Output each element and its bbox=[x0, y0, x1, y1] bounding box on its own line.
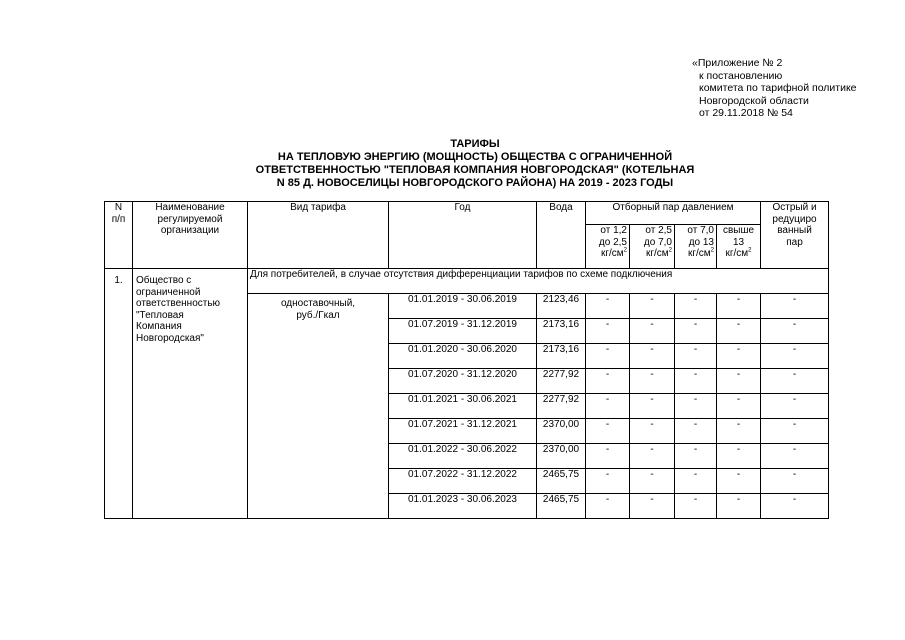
title-line-4: N 85 Д. НОВОСЕЛИЦЫ НОВГОРОДСКОГО РАЙОНА) НА 2019 - 2023 ГОДЫ bbox=[276, 177, 674, 189]
row-number: 1. bbox=[105, 269, 133, 519]
dash-cell: - bbox=[675, 344, 717, 369]
water-cell: 2173,16 bbox=[537, 344, 586, 369]
header-steam-2: от 2,5 до 7,0 $кг/см^2$ bbox=[630, 225, 675, 269]
dash-cell: - bbox=[675, 369, 717, 394]
period-cell: 01.01.2021 - 30.06.2021 bbox=[389, 394, 537, 419]
appendix-block bbox=[692, 57, 857, 120]
dash-cell: - bbox=[675, 294, 717, 319]
water-cell: 2173,16 bbox=[537, 319, 586, 344]
dash-cell: - bbox=[630, 394, 675, 419]
header-org: Наименование регулируемой организации bbox=[133, 202, 248, 269]
header-row-1 bbox=[105, 202, 829, 225]
band-row bbox=[105, 269, 829, 294]
tariff-type-cell: одноставочный, руб./Гкал bbox=[248, 294, 389, 519]
dash-cell: - bbox=[761, 294, 829, 319]
water-cell: 2370,00 bbox=[537, 419, 586, 444]
dash-cell: - bbox=[675, 394, 717, 419]
dash-cell: - bbox=[675, 444, 717, 469]
dash-cell: - bbox=[717, 444, 761, 469]
dash-cell: - bbox=[761, 469, 829, 494]
header-steam-4: свыше 13 $кг/см^2$ bbox=[717, 225, 761, 269]
water-cell: 2277,92 bbox=[537, 369, 586, 394]
dash-cell: - bbox=[761, 344, 829, 369]
dash-cell: - bbox=[717, 369, 761, 394]
dash-cell: - bbox=[761, 369, 829, 394]
period-cell: 01.01.2020 - 30.06.2020 bbox=[389, 344, 537, 369]
appendix-line-4: Новгородской области bbox=[699, 94, 809, 107]
appendix-line-3: комитета по тарифной политике bbox=[699, 82, 857, 94]
dash-cell: - bbox=[717, 394, 761, 419]
dash-cell: - bbox=[630, 444, 675, 469]
dash-cell: - bbox=[586, 419, 630, 444]
period-cell: 01.01.2022 - 30.06.2022 bbox=[389, 444, 537, 469]
water-cell: 2465,75 bbox=[537, 469, 586, 494]
title-line-2: НА ТЕПЛОВУЮ ЭНЕРГИЮ (МОЩНОСТЬ) ОБЩЕСТВА С ОГРАНИЧЕННОЙ bbox=[277, 151, 673, 163]
period-cell: 01.07.2021 - 31.12.2021 bbox=[389, 419, 537, 444]
header-water: Вода bbox=[537, 202, 586, 269]
title-line-1: ТАРИФЫ bbox=[450, 138, 500, 150]
period-cell: 01.01.2023 - 30.06.2023 bbox=[389, 494, 537, 519]
dash-cell: - bbox=[630, 344, 675, 369]
dash-cell: - bbox=[717, 319, 761, 344]
dash-cell: - bbox=[586, 369, 630, 394]
dash-cell: - bbox=[586, 294, 630, 319]
water-cell: 2277,92 bbox=[537, 394, 586, 419]
dash-cell: - bbox=[630, 494, 675, 519]
dash-cell: - bbox=[630, 469, 675, 494]
dash-cell: - bbox=[717, 469, 761, 494]
period-cell: 01.07.2020 - 31.12.2020 bbox=[389, 369, 537, 394]
title-line-3: ОТВЕТСТВЕННОСТЬЮ "ТЕПЛОВАЯ КОМПАНИЯ НОВГОРОДСКАЯ" (КОТЕЛЬНАЯ bbox=[255, 164, 695, 176]
appendix-line-1: «Приложение № 2 bbox=[692, 57, 783, 69]
header-steam-3: от 7,0 до 13 $кг/см^2$ bbox=[675, 225, 717, 269]
dash-cell: - bbox=[586, 494, 630, 519]
appendix-line-2: к постановлению bbox=[699, 69, 783, 82]
water-cell: 2370,00 bbox=[537, 444, 586, 469]
dash-cell: - bbox=[675, 494, 717, 519]
dash-cell: - bbox=[675, 469, 717, 494]
dash-cell: - bbox=[761, 419, 829, 444]
dash-cell: - bbox=[761, 394, 829, 419]
dash-cell: - bbox=[675, 319, 717, 344]
dash-cell: - bbox=[630, 419, 675, 444]
header-tariff-type: Вид тарифа bbox=[248, 202, 389, 269]
dash-cell: - bbox=[761, 444, 829, 469]
band-text: Для потребителей, в случае отсутствия дифференциации тарифов по схеме подключения bbox=[248, 269, 829, 294]
dash-cell: - bbox=[630, 369, 675, 394]
document-title bbox=[230, 138, 720, 190]
dash-cell: - bbox=[630, 319, 675, 344]
dash-cell: - bbox=[761, 494, 829, 519]
header-steam-group: Отборный пар давлением bbox=[586, 202, 761, 225]
header-steam-1: от 1,2 до 2,5 $кг/см^2$ bbox=[586, 225, 630, 269]
dash-cell: - bbox=[586, 344, 630, 369]
dash-cell: - bbox=[630, 294, 675, 319]
header-num: N п/п bbox=[105, 202, 133, 269]
dash-cell: - bbox=[717, 494, 761, 519]
dash-cell: - bbox=[717, 344, 761, 369]
dash-cell: - bbox=[761, 319, 829, 344]
period-cell: 01.07.2022 - 31.12.2022 bbox=[389, 469, 537, 494]
dash-cell: - bbox=[675, 419, 717, 444]
water-cell: 2123,46 bbox=[537, 294, 586, 319]
dash-cell: - bbox=[586, 469, 630, 494]
water-cell: 2465,75 bbox=[537, 494, 586, 519]
dash-cell: - bbox=[717, 294, 761, 319]
header-sharp-steam: Острый и редуциро ванный пар bbox=[761, 202, 829, 269]
org-name: Общество с ограниченной ответственностью "Тепловая Компания Новгородская" bbox=[133, 269, 248, 519]
appendix-line-5: от 29.11.2018 № 54 bbox=[699, 107, 793, 119]
tariff-table bbox=[104, 201, 829, 519]
dash-cell: - bbox=[586, 444, 630, 469]
header-year: Год bbox=[389, 202, 537, 269]
period-cell: 01.07.2019 - 31.12.2019 bbox=[389, 319, 537, 344]
period-cell: 01.01.2019 - 30.06.2019 bbox=[389, 294, 537, 319]
dash-cell: - bbox=[586, 319, 630, 344]
dash-cell: - bbox=[717, 419, 761, 444]
dash-cell: - bbox=[586, 394, 630, 419]
